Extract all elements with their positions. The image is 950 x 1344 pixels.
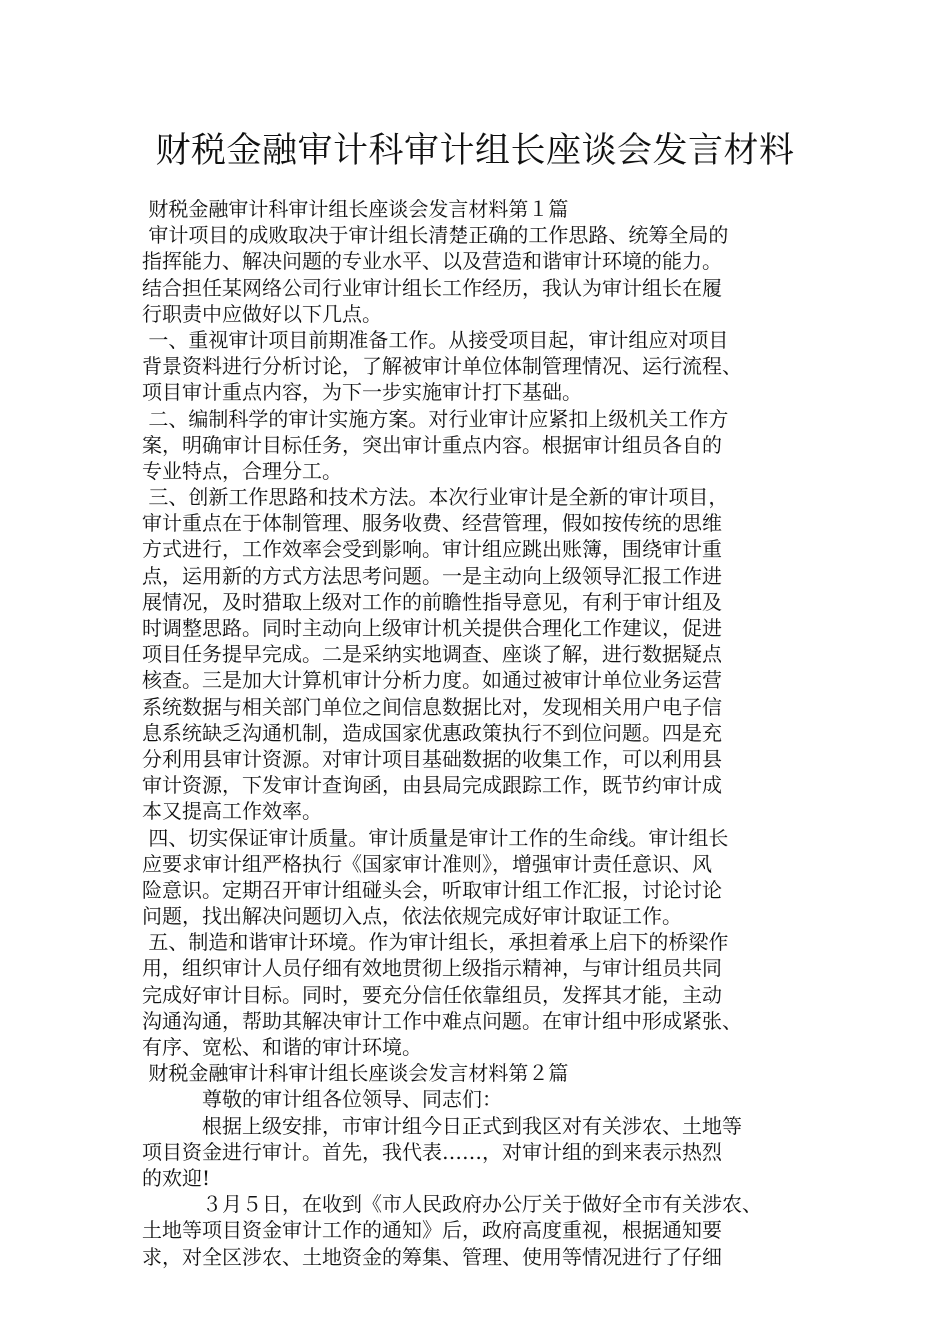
text-line: 三、创新工作思路和技术方法。本次行业审计是全新的审计项目，	[142, 485, 729, 510]
text-line: 一、重视审计项目前期准备工作。从接受项目起，审计组应对项目	[142, 327, 729, 352]
text-line: 审计项目的成败取决于审计组长清楚正确的工作思路、统筹全局的	[142, 223, 729, 248]
text-line: 问题，找出解决问题切入点，依法依规完成好审计取证工作。	[142, 904, 682, 929]
text-line: 本又提高工作效率。	[142, 799, 322, 824]
document-title: 财税金融审计科审计组长座谈会发言材料	[155, 131, 795, 171]
text-line: 展情况，及时猎取上级对工作的前瞻性指导意见，有利于审计组及	[142, 589, 722, 614]
text-line: 审计资源，下发审计查询函，由县局完成跟踪工作，既节约审计成	[142, 773, 722, 798]
text-line: 专业特点，合理分工。	[142, 458, 342, 483]
text-line: 结合担任某网络公司行业审计组长工作经历，我认为审计组长在履	[142, 275, 722, 300]
text-line: 项目资金进行审计。首先，我代表……，对审计组的到来表示热烈	[142, 1139, 722, 1164]
text-line: ３月５日，在收到《市人民政府办公厅关于做好全市有关涉农、	[142, 1192, 762, 1217]
text-line: 系统数据与相关部门单位之间信息数据比对，发现相关用户电子信	[142, 694, 722, 719]
text-line: 有序、宽松、和谐的审计环境。	[142, 1035, 422, 1059]
text-line: 的欢迎!	[142, 1165, 211, 1190]
text-line: 险意识。定期召开审计组碰头会，听取审计组工作汇报，讨论讨论	[142, 877, 722, 902]
text-line: 行职责中应做好以下几点。	[142, 301, 382, 326]
text-line: 审计重点在于体制管理、服务收费、经营管理，假如按传统的思维	[142, 511, 722, 536]
text-line: 完成好审计目标。同时，要充分信任依靠组员，发挥其才能，主动	[142, 982, 722, 1007]
text-line: 点，运用新的方式方法思考问题。一是主动向上级领导汇报工作进	[142, 563, 722, 588]
text-line: 项目任务提早完成。二是采纳实地调查、座谈了解，进行数据疑点	[142, 642, 722, 667]
text-line: 分利用县审计资源。对审计项目基础数据的收集工作，可以利用县	[142, 746, 722, 771]
text-line: 应要求审计组严格执行《国家审计准则》，增强审计责任意识、风	[142, 851, 712, 876]
text-line: 时调整思路。同时主动向上级审计机关提供合理化工作建议，促进	[142, 616, 722, 640]
text-line: 项目审计重点内容，为下一步实施审计打下基础。	[142, 380, 582, 405]
text-line: 方式进行，工作效率会受到影响。审计组应跳出账簿，围绕审计重	[142, 537, 722, 562]
text-line: 息系统缺乏沟通机制，造成国家优惠政策执行不到位问题。四是充	[142, 720, 722, 745]
text-line: 求，对全区涉农、土地资金的筹集、管理、使用等情况进行了仔细	[142, 1244, 722, 1269]
text-line: 根据上级安排，市审计组今日正式到我区对有关涉农、土地等	[142, 1113, 742, 1138]
text-line: 四、切实保证审计质量。审计质量是审计工作的生命线。审计组长	[142, 825, 729, 850]
text-line: 案，明确审计目标任务，突出审计重点内容。根据审计组员各自的	[142, 432, 722, 457]
text-line: 指挥能力、解决问题的专业水平、以及营造和谐审计环境的能力。	[142, 249, 722, 274]
text-line: 尊敬的审计组各位领导、同志们：	[142, 1087, 502, 1112]
text-line: 财税金融审计科审计组长座谈会发言材料第２篇	[142, 1061, 569, 1086]
text-line: 用，组织审计人员仔细有效地贯彻上级指示精神，与审计组员共同	[142, 956, 722, 981]
text-line: 沟通沟通，帮助其解决审计工作中难点问题。在审计组中形成紧张、	[142, 1008, 742, 1033]
text-line: 核查。三是加大计算机审计分析力度。如通过被审计单位业务运营	[142, 668, 722, 693]
text-line: 背景资料进行分析讨论，了解被审计单位体制管理情况、运行流程、	[142, 354, 742, 379]
text-line: 土地等项目资金审计工作的通知》后，政府高度重视，根据通知要	[142, 1218, 722, 1243]
document-body	[142, 196, 832, 1270]
text-line: 二、编制科学的审计实施方案。对行业审计应紧扣上级机关工作方	[142, 406, 729, 431]
text-line: 五、制造和谐审计环境。作为审计组长，承担着承上启下的桥梁作	[142, 930, 729, 955]
text-line: 财税金融审计科审计组长座谈会发言材料第１篇	[142, 197, 569, 221]
